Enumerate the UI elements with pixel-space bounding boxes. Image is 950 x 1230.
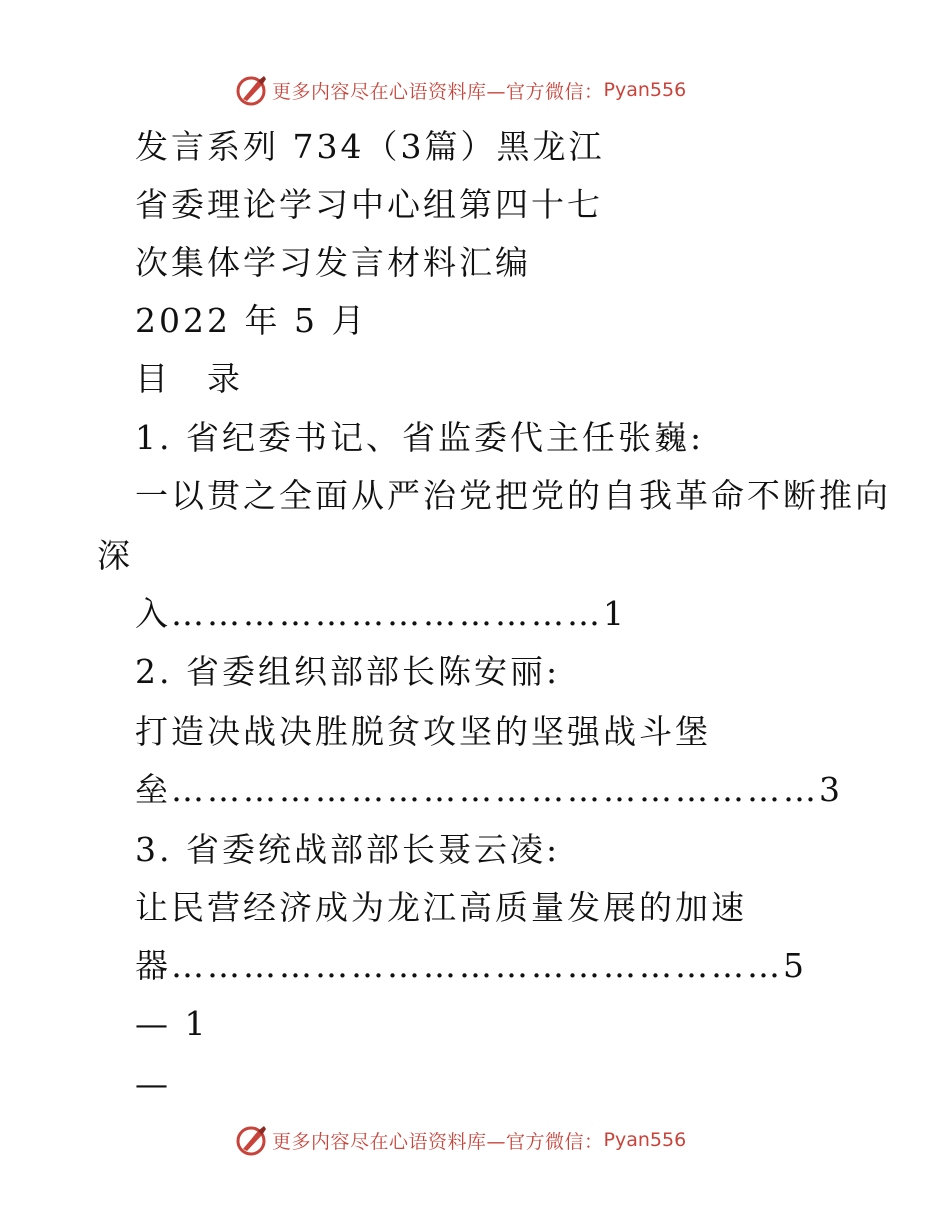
header-banner [234,70,686,110]
doc-date: 2022 年 5 月 [135,301,368,340]
page-number-line-1: — 1 [135,1004,209,1043]
toc-entry-3-page-ref[interactable]: 器……………………………………………5 [135,946,807,985]
doc-title-line-2: 省委理论学习中心组第四十七 [135,185,603,224]
footer-banner [234,1120,686,1160]
toc-entry-2-speaker[interactable]: 2. 省委组织部部长陈安丽: [135,652,561,691]
banner-text: 更多内容尽在心语资料库—官方微信： [272,1130,604,1153]
doc-title-line-3: 次集体学习发言材料汇编 [135,243,531,282]
toc-entry-1-speaker[interactable]: 1. 省纪委书记、省监委代主任张巍: [135,418,705,457]
toc-entry-1-title[interactable]: 一以贯之全面从严治党把党的自我革命不断推向 [135,476,891,515]
pen-nib-logo-icon [234,1123,268,1157]
toc-entry-1-title-wrap[interactable]: 深 [97,536,133,575]
pen-nib-logo-icon [234,73,268,107]
toc-heading: 目 录 [135,359,243,398]
toc-entry-3-speaker[interactable]: 3. 省委统战部部长聂云凌: [135,830,561,869]
banner-text: 更多内容尽在心语资料库—官方微信： [272,80,604,103]
toc-entry-1-page-ref[interactable]: 入………………………………1 [135,594,627,633]
toc-entry-3-title[interactable]: 让民营经济成为龙江高质量发展的加速 [135,888,747,927]
toc-entry-2-title[interactable]: 打造决战决胜脱贫攻坚的坚强战斗堡 [135,712,711,751]
toc-entry-2-page-ref[interactable]: 垒………………………………………………3 [135,770,843,809]
banner-wechat-id: Pyan556 [603,1129,687,1151]
page-number-line-2: — [135,1064,171,1103]
doc-title-line-1: 发言系列 734（3篇）黑龙江 [135,127,605,166]
banner-wechat-id: Pyan556 [603,79,687,101]
